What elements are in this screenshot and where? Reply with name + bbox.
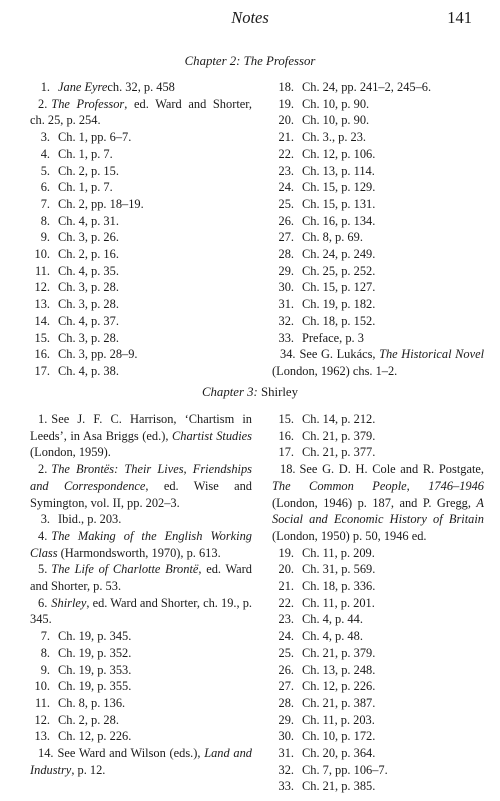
note-item [30,79,252,96]
note-text-segment: Ch. 19, p. 353. [58,662,132,677]
note-text-segment: Ch. 12, p. 226. [58,729,132,744]
note-item [30,96,252,129]
note-number: 34. [280,347,296,362]
note-title-italic: Chartist Studies [172,428,252,443]
note-text-segment: Ch. 3., p. 23. [302,130,367,145]
note-number: 27. [278,679,294,694]
note-item [272,628,484,645]
note-title-italic: The Brontës: Their Lives, Friendships and Correspondence [30,462,252,493]
note-item [30,461,252,511]
note-text [294,696,375,710]
note-item [30,695,252,712]
note-item [30,745,252,778]
note-title-italic: The Historical Novel [379,347,485,362]
note-text-segment: Ch. 21, p. 387. [302,695,376,710]
note-text [294,331,364,345]
chapter3-heading [0,384,500,401]
note-text [50,164,119,178]
note-number: 8. [40,213,50,228]
note-text-segment: Ch. 3, p. 28. [58,297,119,312]
chapter2-heading [0,53,500,70]
note-text [294,314,375,328]
note-number: 11. [34,263,50,278]
note-item [272,163,484,180]
note-item [272,263,484,280]
note-text-segment: Ch. 19, p. 345. [58,629,132,644]
note-number: 7. [40,196,50,211]
note-text [30,562,252,593]
note-item [30,296,252,313]
running-header-title: Notes [231,8,269,27]
note-text-segment: Ch. 4, p. 31. [58,213,119,228]
note-item [30,246,252,263]
note-text [50,646,131,660]
note-item [272,96,484,113]
note-number: 5. [38,562,48,577]
note-text-segment: Ch. 4, p. 38. [58,363,119,378]
note-item [30,363,252,380]
note-text-segment: Ch. 10, p. 90. [302,96,370,111]
note-text-segment: See G. D. H. Cole and R. Postgate, [299,462,484,477]
note-item [30,229,252,246]
note-number: 29. [278,712,294,727]
note-text-segment: ch. 32, p. 458 [107,80,175,94]
note-item [30,146,252,163]
note-number: 30. [278,729,294,744]
note-number: 31. [278,746,294,761]
note-number: 25. [278,645,294,660]
note-item [30,712,252,729]
note-text [294,429,375,443]
note-item [272,645,484,662]
note-item [272,213,484,230]
note-text-segment: Ch. 25, p. 252. [302,263,376,278]
note-number: 2. [38,462,48,477]
note-text-segment: Ch. 15, p. 129. [302,180,376,195]
note-number: 1. [40,80,50,94]
note-text [30,412,252,459]
note-title-italic: A Social and Economic History of Britain [272,495,484,527]
note-text-segment: Ch. 7, pp. 106–7. [302,762,388,777]
note-number: 16. [278,428,294,443]
note-text-segment: Ibid., p. 203. [58,512,122,527]
note-number: 30. [278,280,294,295]
note-number: 3. [40,512,50,527]
note-number: 13. [34,729,50,744]
note-text-segment: Ch. 20, p. 364. [302,746,376,761]
note-item [272,279,484,296]
note-number: 18. [278,80,294,94]
note-number: 24. [278,180,294,195]
note-number: 26. [278,213,294,228]
note-number: 22. [278,595,294,610]
note-item [30,678,252,695]
note-text [294,596,375,610]
note-text-segment: , ed. Ward and Shorter, ch. 25, p. 254. [30,96,252,128]
note-text [50,230,119,244]
note-text-segment: See G. Lukács, [299,347,380,362]
note-text-segment: Ch. 3, p. 28. [58,280,119,295]
note-item [30,411,252,461]
note-item [30,179,252,196]
note-number: 14. [34,313,50,328]
note-text [50,197,144,211]
note-text [50,280,119,294]
note-item [30,628,252,645]
chapter2-notes-left-column [30,79,252,380]
note-number: 10. [34,247,50,262]
note-text [294,663,375,677]
note-text [294,612,363,626]
note-text-segment: Ch. 19, p. 352. [58,645,132,660]
note-text-segment: Preface, p. 3 [302,330,364,345]
note-title-italic: Land and Industry [30,746,252,777]
note-text-segment: Ch. 14, p. 212. [302,412,376,426]
note-text-segment: Ch. 11, p. 209. [302,545,375,560]
note-item [30,561,252,594]
note-item [272,678,484,695]
note-text-segment: (London, 1959). [30,445,111,460]
note-number: 32. [278,762,294,777]
note-item [272,411,484,428]
note-number: 12. [34,280,50,295]
note-number: 2. [38,96,48,111]
note-text [50,147,113,161]
note-number: 15. [34,330,50,345]
note-item [30,528,252,561]
note-item [30,330,252,347]
note-item [30,196,252,213]
note-text [50,314,119,328]
note-text [50,663,131,677]
note-text [294,164,375,178]
note-title-italic: The Common People, 1746–1946 [272,478,484,493]
note-text [294,629,363,643]
chapter2-heading-title: The Professor [243,54,316,68]
note-text-segment: Ch. 21, p. 377. [302,445,376,460]
note-text-segment: Ch. 1, pp. 6–7. [58,130,132,145]
note-text-segment: Ch. 21, p. 379. [302,645,376,660]
note-text [294,763,388,777]
note-text [50,180,113,194]
note-number: 25. [278,196,294,211]
note-text-segment: (Harmondsworth, 1970), p. 613. [57,545,221,560]
note-text [294,247,375,261]
note-item [272,695,484,712]
note-text-segment: , p. 12. [71,762,106,777]
note-text-segment: , ed. Wise and Symington, vol. II, pp. 202–3. [30,478,252,510]
note-item [272,444,484,461]
note-number: 4. [38,528,48,543]
note-number: 23. [278,612,294,627]
note-item [272,229,484,246]
note-text [294,412,375,426]
note-item [30,728,252,745]
note-text-segment: Ch. 4, p. 44. [302,612,363,627]
note-text-segment: Ch. 2, p. 28. [58,712,119,727]
note-number: 17. [278,445,294,460]
note-item [272,662,484,679]
note-text [30,462,252,509]
note-text-segment: Ch. 18, p. 152. [302,313,376,328]
note-number: 3. [40,130,50,145]
note-number: 6. [40,180,50,195]
note-number: 9. [40,662,50,677]
note-text-segment: Ch. 10, p. 172. [302,729,376,744]
note-text [294,280,375,294]
note-number: 23. [278,163,294,178]
note-item [30,645,252,662]
note-text [50,347,138,361]
note-text [30,97,252,128]
note-item [272,745,484,762]
note-text-segment: Ch. 13, p. 114. [302,163,375,178]
note-text-segment: Ch. 16, p. 134. [302,213,376,228]
note-item [272,346,484,379]
chapter3-heading-prefix: Chapter 3: [202,385,258,399]
note-text [30,746,252,777]
note-text-segment: (London, 1950) p. 50, 1946 ed. [272,528,427,543]
note-text [30,529,252,560]
note-text-segment: Ch. 2, pp. 18–19. [58,196,144,211]
note-item [30,313,252,330]
note-number: 1. [38,412,48,426]
note-text-segment: Ch. 24, p. 249. [302,247,376,262]
note-item [272,112,484,129]
note-text-segment: Ch. 3, p. 26. [58,230,119,245]
note-number: 8. [40,645,50,660]
note-item [272,246,484,263]
note-text-segment: , ed. Ward and Shorter, p. 53. [30,562,252,594]
note-number: 11. [34,695,50,710]
note-text-segment: (London, 1962) chs. 1–2. [272,363,398,378]
note-number: 24. [278,629,294,644]
note-number: 31. [278,297,294,312]
note-text-segment: Ch. 15, p. 127. [302,280,376,295]
note-item [272,611,484,628]
note-title-italic: Jane Eyre [58,80,108,94]
note-text [294,746,375,760]
note-text [294,214,375,228]
note-text [294,80,431,94]
note-text-segment: Ch. 8, p. 69. [302,230,363,245]
note-text [30,596,252,627]
note-item [272,578,484,595]
note-text [294,297,375,311]
note-item [30,263,252,280]
note-item [272,129,484,146]
note-item [30,346,252,363]
note-item [272,330,484,347]
note-text-segment: Ch. 10, p. 90. [302,113,370,128]
note-text-segment: Ch. 21, p. 379. [302,428,376,443]
note-text [50,247,119,261]
note-text [294,713,375,727]
note-text [294,579,375,593]
note-text [50,512,121,526]
note-text-segment: Ch. 12, p. 226. [302,679,376,694]
note-item [272,428,484,445]
note-text-segment: Ch. 11, p. 201. [302,595,375,610]
note-text [294,646,375,660]
note-text-segment: Ch. 8, p. 136. [58,695,126,710]
note-number: 4. [40,146,50,161]
note-text [294,147,375,161]
note-text-segment: Ch. 31, p. 569. [302,562,376,577]
chapter3-notes-left-column [30,411,252,778]
note-text-segment: Ch. 2, p. 15. [58,163,119,178]
note-text-segment: , ed. Ward and Shorter, ch. 19., p. 345. [30,595,252,627]
note-text [294,197,375,211]
note-number: 21. [278,130,294,145]
note-item [30,129,252,146]
page-number: 141 [447,8,472,27]
note-text-segment: Ch. 19, p. 355. [58,679,132,694]
note-text [50,80,175,94]
note-text-segment: Ch. 4, p. 48. [302,629,363,644]
note-text [294,130,366,144]
note-text-segment: Ch. 12, p. 106. [302,146,376,161]
note-number: 19. [278,545,294,560]
note-number: 6. [38,595,48,610]
note-item [272,79,484,96]
note-text-segment: Ch. 21, p. 385. [302,779,376,794]
note-item [30,662,252,679]
note-text [50,696,125,710]
note-text-segment: Ch. 4, p. 35. [58,263,119,278]
note-number: 21. [278,579,294,594]
note-number: 5. [40,163,50,178]
note-text [294,546,375,560]
note-number: 20. [278,113,294,128]
note-item [30,213,252,230]
note-number: 32. [278,313,294,328]
note-number: 22. [278,146,294,161]
note-text [294,779,375,793]
note-text [50,297,119,311]
note-item [272,762,484,779]
note-title-italic: The Professor [51,96,125,111]
note-text [50,364,119,378]
note-text-segment: Ch. 2, p. 16. [58,247,119,262]
note-text-segment: See Ward and Wilson (eds.), [57,746,205,761]
note-item [272,561,484,578]
note-number: 14. [38,746,54,761]
note-text-segment: Ch. 4, p. 37. [58,313,119,328]
note-item [30,511,252,528]
note-text [294,230,363,244]
chapter2-notes-right-column [272,79,484,380]
note-text [50,264,119,278]
note-item [272,296,484,313]
note-number: 27. [278,230,294,245]
note-text [272,462,484,543]
note-number: 7. [40,629,50,644]
note-number: 33. [278,330,294,345]
note-number: 15. [278,412,294,426]
note-number: 33. [278,779,294,794]
note-text-segment: Ch. 3, p. 28. [58,330,119,345]
note-text-segment: Ch. 15, p. 131. [302,196,376,211]
note-number: 20. [278,562,294,577]
note-text [50,214,119,228]
note-item [30,595,252,628]
note-text [294,562,375,576]
note-number: 28. [278,695,294,710]
note-text [50,331,119,345]
note-number: 19. [278,96,294,111]
note-number: 29. [278,263,294,278]
note-text [294,113,369,127]
note-text-segment: Ch. 1, p. 7. [58,146,113,161]
note-text [50,679,131,693]
note-text [272,347,484,378]
note-text [50,729,131,743]
chapter2-heading-prefix: Chapter 2: [184,54,241,68]
note-number: 13. [34,297,50,312]
note-text-segment: Ch. 19, p. 182. [302,297,376,312]
note-text-segment: Ch. 24, pp. 241–2, 245–6. [302,80,432,94]
note-title-italic: The Making of the English Working Class [30,528,252,560]
note-text-segment: (London, 1946) p. 187, and P. Gregg, [272,495,477,510]
note-text [294,679,375,693]
note-text [50,130,131,144]
note-item [272,595,484,612]
note-text-segment: Ch. 1, p. 7. [58,180,113,195]
note-number: 12. [34,712,50,727]
note-number: 17. [34,363,50,378]
note-title-italic: The Life of Charlotte Brontë [51,562,199,577]
note-title-italic: Shirley [51,595,87,610]
note-text [50,629,131,643]
note-number: 16. [34,347,50,362]
note-number: 9. [40,230,50,245]
note-item [30,163,252,180]
note-item [272,778,484,795]
note-item [30,279,252,296]
note-text [50,713,119,727]
note-text [294,729,375,743]
note-text [294,180,375,194]
note-item [272,146,484,163]
note-item [272,179,484,196]
note-item [272,712,484,729]
note-text [294,445,375,459]
note-number: 26. [278,662,294,677]
note-number: 28. [278,247,294,262]
note-text-segment: Ch. 11, p. 203. [302,712,375,727]
chapter3-heading-title: Shirley [261,385,298,399]
note-number: 10. [34,679,50,694]
note-item [272,313,484,330]
note-text-segment: See J. F. C. Harrison, ‘Chartism in Leeds’, in Asa Briggs (ed.), [30,412,252,443]
note-item [272,728,484,745]
note-text [294,97,369,111]
note-item [272,196,484,213]
note-text-segment: Ch. 18, p. 336. [302,579,376,594]
note-text-segment: Ch. 3, pp. 28–9. [58,347,138,362]
note-number: 18. [280,462,296,477]
chapter3-notes-right-column [272,411,484,795]
note-text [294,264,375,278]
note-item [272,461,484,545]
note-text-segment: Ch. 13, p. 248. [302,662,376,677]
note-item [272,545,484,562]
